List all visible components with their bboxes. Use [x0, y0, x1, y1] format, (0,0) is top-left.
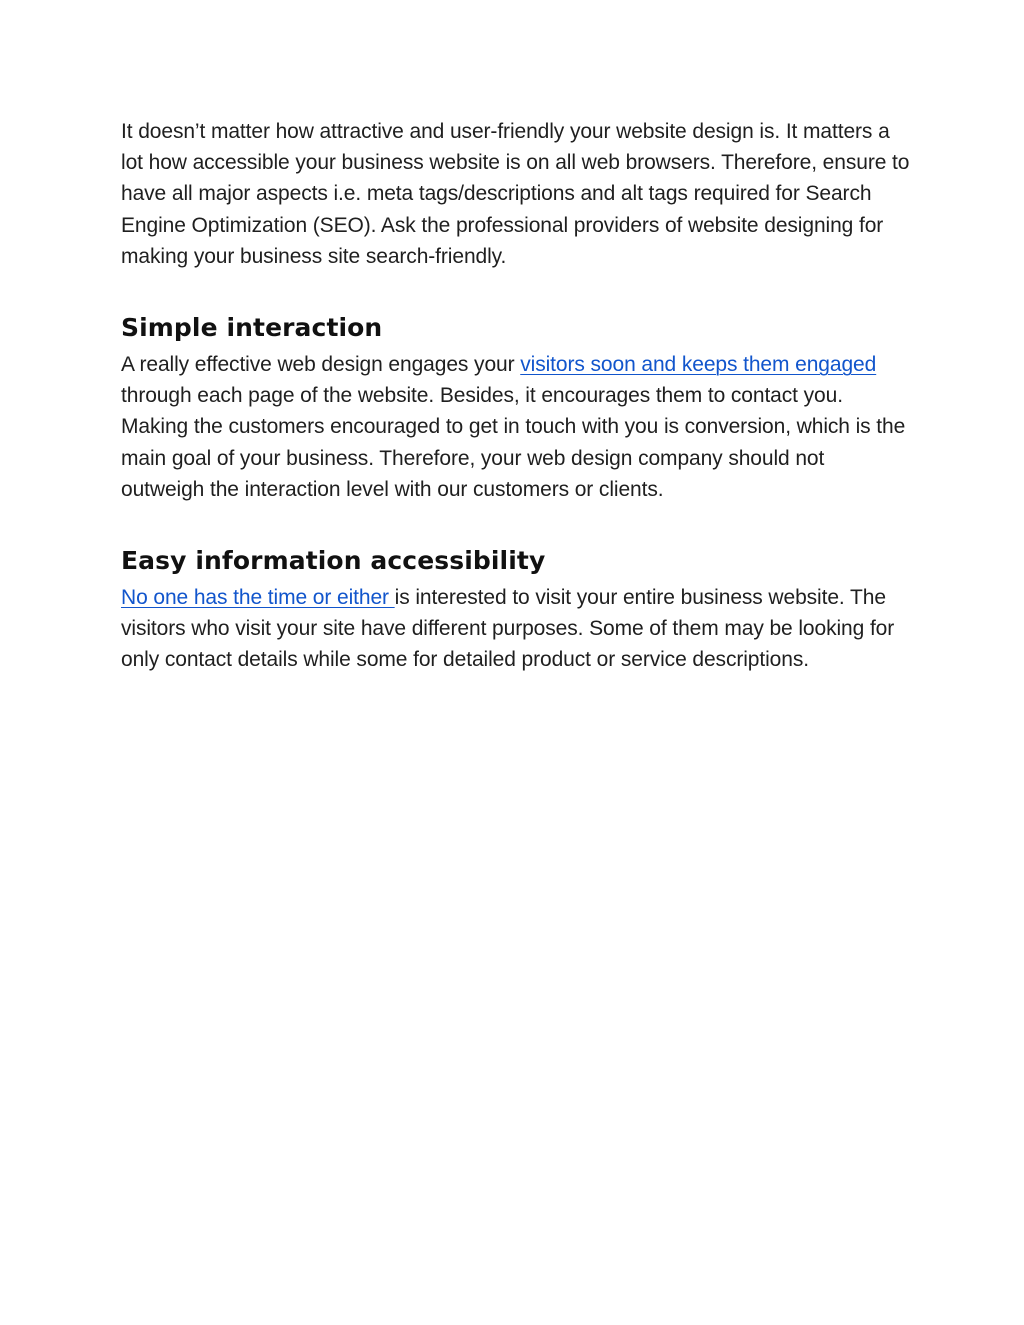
intro-paragraph: It doesn’t matter how attractive and user-friendly your website design is. It matters a lot how accessible your business website is on all web browsers. Therefore, ensure to have all major aspects i.e. meta tags/descriptions and alt tags required for Search Engine Optimization (SEO). Ask the professional providers of website designing for making your business site search-friendly. [121, 120, 910, 268]
no-one-has-time-link[interactable]: No one has the time or either [121, 586, 395, 610]
visitors-engaged-link[interactable]: visitors soon and keeps them engaged [520, 353, 877, 377]
simple-interaction-paragraph [121, 349, 911, 505]
simple-interaction-text-before-link: A really effective web design engages your [121, 353, 521, 377]
section-heading-simple-interaction: Simple interaction [121, 313, 383, 343]
section-heading-easy-information-accessibility: Easy information accessibility [121, 546, 546, 576]
document-page [121, 116, 911, 676]
easy-accessibility-paragraph [121, 582, 911, 676]
easy-accessibility-text-after-link: is interested to visit your entire business website. The visitors who visit your site have different purposes. Some of them may be looking for only contact details while some for detailed product or service descriptions. [121, 586, 895, 672]
simple-interaction-text-after-link: through each page of the website. Besides, it encourages them to contact you. Making the customers encouraged to get in touch with you is conversion, which is the main goal of your business. Therefore, your web design company should not outweigh the interaction level with our customers or clients. [121, 384, 906, 501]
